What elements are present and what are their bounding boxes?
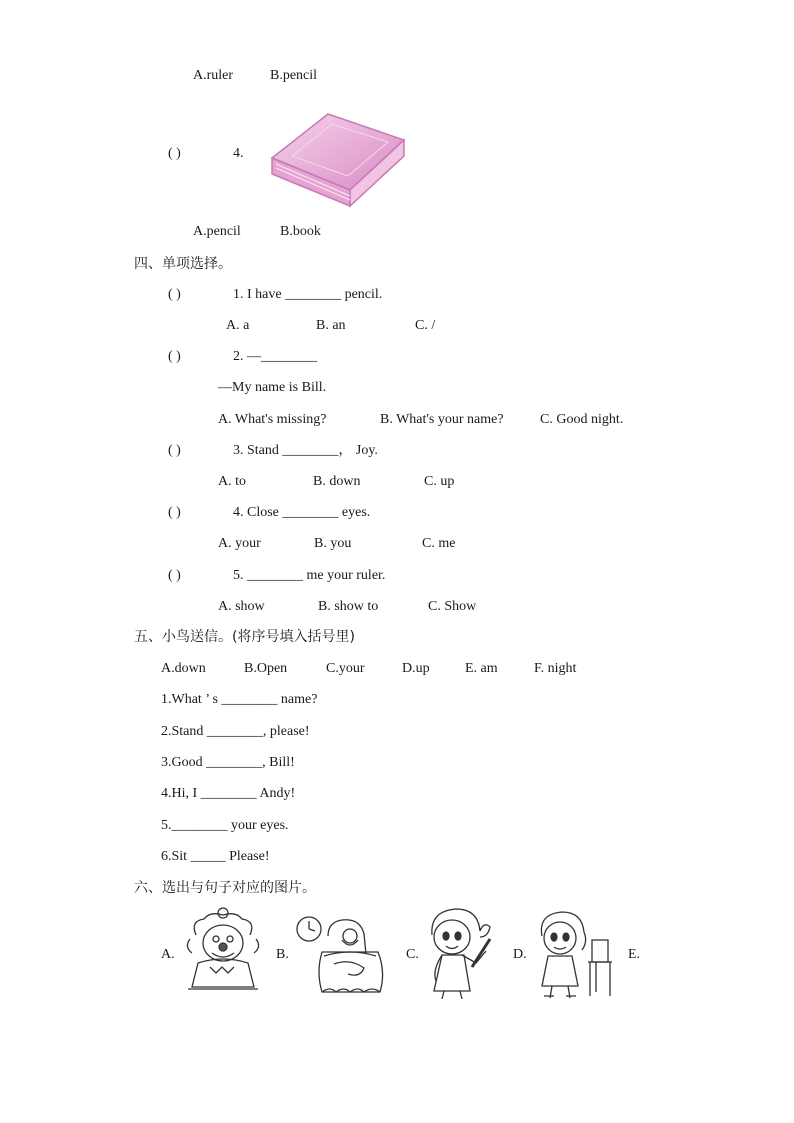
question-text: 2. —________ <box>233 349 317 364</box>
word-bank-item: F. night <box>534 661 577 676</box>
pink-book-image <box>262 110 410 212</box>
picture-label-a: A. <box>161 947 175 962</box>
option: A. to <box>218 474 246 489</box>
word-bank-item: B.Open <box>244 661 288 676</box>
q3-option-a: A.ruler <box>193 68 234 83</box>
question-text: 3. Stand ________， Joy. <box>233 443 378 458</box>
option: C. up <box>424 474 455 489</box>
answer-paren[interactable]: ( ) <box>168 568 181 583</box>
question-text: 1. I have ________ pencil. <box>233 287 383 302</box>
picture-label-b: B. <box>276 947 289 962</box>
option: C. me <box>422 536 456 551</box>
girl-holding-pencil-image <box>420 905 496 1001</box>
picture-label-d: D. <box>513 947 527 962</box>
question-text: 4. Close ________ eyes. <box>233 505 371 520</box>
fill-blank-item[interactable]: 5.________ your eyes. <box>161 818 289 833</box>
clown-image <box>182 905 264 991</box>
option: A. a <box>226 318 250 333</box>
picture-label-c: C. <box>406 947 419 962</box>
answer-paren[interactable]: ( ) <box>168 349 181 364</box>
section-5-title: 五、小鸟送信。(将序号填入括号里) <box>134 629 355 645</box>
question-line2: —My name is Bill. <box>218 380 327 395</box>
option: B. an <box>316 318 346 333</box>
fill-blank-item[interactable]: 6.Sit _____ Please! <box>161 849 270 864</box>
answer-paren[interactable]: ( ) <box>168 505 181 520</box>
q4-option-b: B.book <box>280 224 321 239</box>
word-bank-item: C.your <box>326 661 365 676</box>
q4-option-a: A.pencil <box>193 224 241 239</box>
option: A. your <box>218 536 261 551</box>
fill-blank-item[interactable]: 3.Good ________, Bill! <box>161 755 295 770</box>
option: A. show <box>218 599 265 614</box>
option: B. What's your name? <box>380 412 504 427</box>
option: C. / <box>415 318 436 333</box>
fill-blank-item[interactable]: 2.Stand ________, please! <box>161 724 310 739</box>
word-bank-item: E. am <box>465 661 498 676</box>
section-4-title: 四、单项选择。 <box>134 256 232 272</box>
section-6-title: 六、选出与句子对应的图片。 <box>134 880 316 896</box>
picture-label-e: E. <box>628 947 641 962</box>
q4-number: 4. <box>233 146 244 161</box>
word-bank-item: A.down <box>161 661 206 676</box>
option: A. What's missing? <box>218 412 327 427</box>
option: B. show to <box>318 599 379 614</box>
girl-in-bed-clock-image <box>294 912 386 998</box>
answer-paren[interactable]: ( ) <box>168 146 181 161</box>
option: C. Good night. <box>540 412 624 427</box>
question-text: 5. ________ me your ruler. <box>233 568 386 583</box>
option: B. you <box>314 536 352 551</box>
word-bank-item: D.up <box>402 661 430 676</box>
option: C. Show <box>428 599 477 614</box>
fill-blank-item[interactable]: 4.Hi, I ________ Andy! <box>161 786 296 801</box>
option: B. down <box>313 474 361 489</box>
fill-blank-item[interactable]: 1.What ’ s ________ name? <box>161 692 318 707</box>
answer-paren[interactable]: ( ) <box>168 443 181 458</box>
girl-standing-by-chair-image <box>532 908 614 1002</box>
q3-option-b: B.pencil <box>270 68 318 83</box>
answer-paren[interactable]: ( ) <box>168 287 181 302</box>
